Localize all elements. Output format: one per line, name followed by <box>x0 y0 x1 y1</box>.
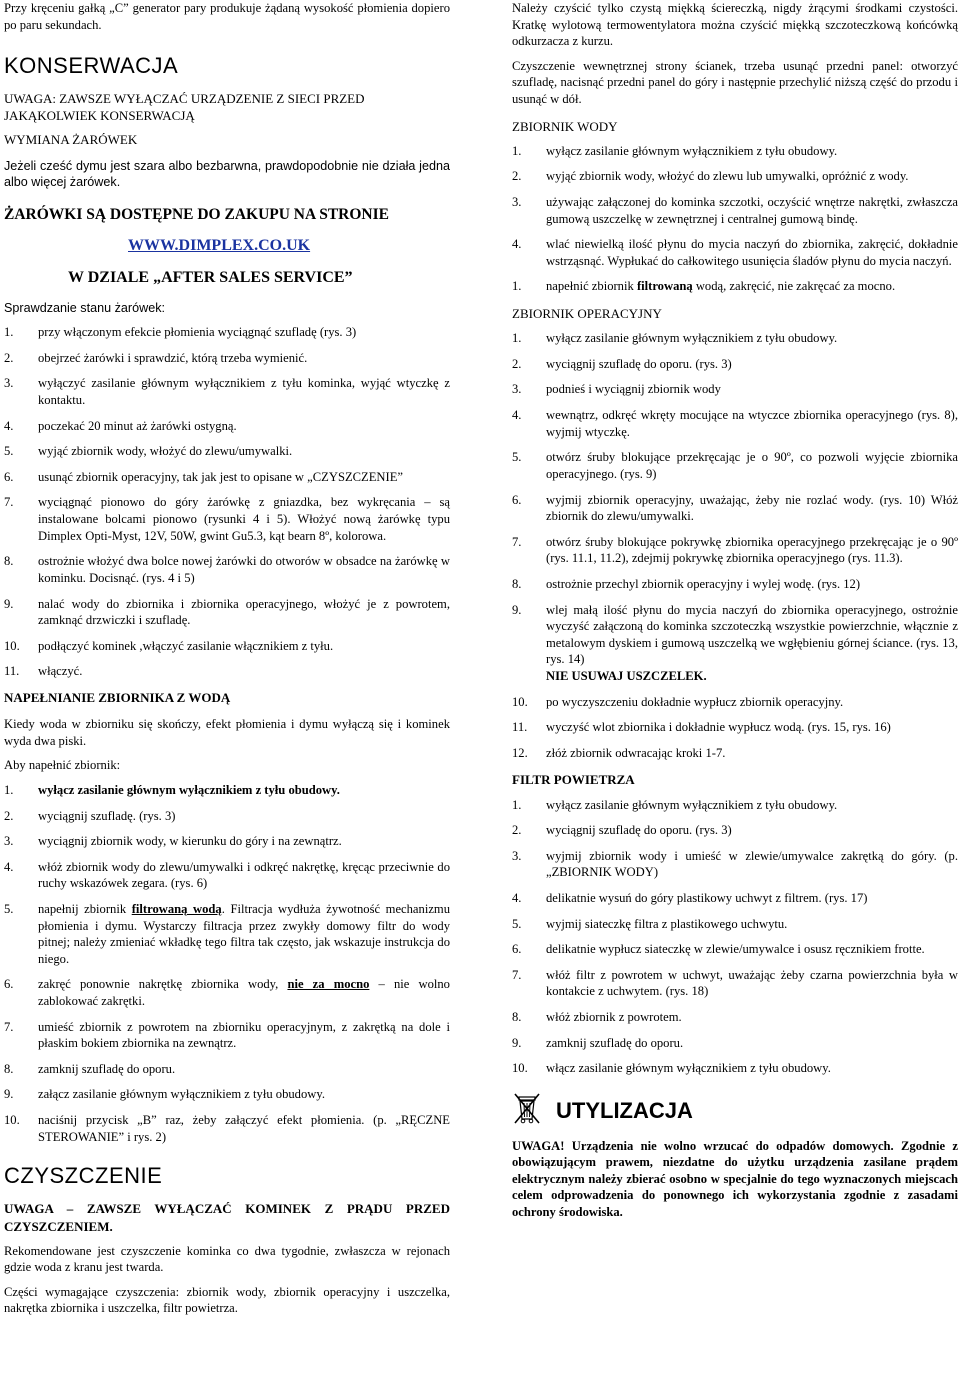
intro-paragraph: Przy kręceniu gałką „C” generator pary produkuje żądaną wysokość płomienia dopiero po paru sekundach. <box>4 1 450 32</box>
list-item-text <box>546 719 958 736</box>
list-item-number: 7. <box>512 967 522 982</box>
czyszczenie-title: CZYSZCZENIE <box>4 1163 163 1189</box>
list-item-number: 2. <box>512 169 522 184</box>
warning-text: UWAGA: ZAWSZE WYŁĄCZAĆ URZĄDZENIE Z SIECI PRZED JAKĄKOLWIEK KONSERWACJĄ <box>4 91 365 124</box>
bulb-replacement-heading: WYMIANA ŻARÓWEK <box>4 131 138 147</box>
list-item-text-part: włóż zbiornik z powrotem. <box>546 1010 682 1025</box>
list-item-text-part: wyjąć zbiornik wody, włożyć do zlewu/umywalki. <box>38 444 293 459</box>
list-item-text <box>546 1009 958 1026</box>
list-item-number: 9. <box>4 596 14 611</box>
list-item-text <box>546 236 958 269</box>
inner-wall-cleaning: Czyszczenie wewnętrznej strony ścianek, trzeba usunąć przedni panel: otworzyć szufladę, nacisnąć przedni panel do góry i następnie przechylić niższą część do przodu i usunąć w dół. <box>512 58 958 107</box>
list-item-emphasis: filtrowaną <box>636 279 693 294</box>
list-item <box>512 694 958 711</box>
list-item-text-part: podnieś i wyciągnij zbiornik wody <box>546 382 721 397</box>
operating-tank-steps <box>512 330 958 761</box>
list-item <box>512 745 958 762</box>
list-item <box>512 797 958 814</box>
list-item <box>512 941 958 958</box>
list-item-number: 10. <box>4 638 20 653</box>
list-item-text-part: po wyczyszczeniu dokładnie wypłucz zbiornik operacyjny. <box>546 694 844 709</box>
list-item-number: 5. <box>512 450 522 465</box>
list-item-text <box>38 324 450 341</box>
list-item-text <box>546 941 958 958</box>
list-item-text <box>38 494 450 544</box>
list-item <box>4 494 450 544</box>
list-item-text <box>546 449 958 482</box>
list-item <box>512 407 958 440</box>
list-item-text <box>38 782 450 799</box>
list-item-text-part: zakręć ponownie nakrętkę zbiornika wody, <box>38 977 288 992</box>
list-item-text-part: wyłączyć zasilanie głównym wyłącznikiem z tyłu kominka, wyjąć wtyczkę z kontaktu. <box>38 376 450 408</box>
list-item-text <box>38 469 450 486</box>
list-item-text-part: napełnij zbiornik <box>38 902 132 916</box>
list-item-number: 11. <box>4 664 20 679</box>
water-tank-heading: ZBIORNIK WODY <box>512 118 618 134</box>
cleaning-method: Należy czyścić tylko czystą miękką ściereczką, nigdy żrącymi środkami czystości. Kratkę wylotową termowentylatora można czyścić miękką szczoteczkową końcówką odkurzacza z kurzu. <box>512 1 958 49</box>
list-item-text-part: . Filtracja wydłuża żywotność mechanizmu płomienia i dymu. Wystarczy filtracja przez zwykły domowy filtr do wody pitnej; należy zmieniać wkładkę tego filtra tak często, jak wskazuje instrukcja do niego. <box>38 902 451 966</box>
list-item <box>512 278 958 295</box>
list-item <box>4 596 450 629</box>
list-item <box>4 808 450 825</box>
list-item-number: 6. <box>512 492 522 507</box>
list-item-text <box>38 1061 450 1078</box>
list-item-text <box>546 822 958 839</box>
list-item <box>512 1035 958 1052</box>
list-item-number: 8. <box>4 1061 14 1076</box>
list-item-number: 6. <box>4 469 14 484</box>
list-item <box>512 449 958 482</box>
list-item-text <box>546 534 958 567</box>
list-item <box>512 168 958 185</box>
list-item <box>512 719 958 736</box>
list-item-number: 3. <box>4 376 14 391</box>
list-item-number: 9. <box>4 1087 14 1102</box>
list-item-text-part: podłączyć kominek ,włączyć zasilanie włącznikiem z tyłu. <box>38 638 334 653</box>
air-filter-steps <box>512 797 958 1077</box>
list-item <box>4 443 450 460</box>
list-item-text-part: wyciągnij szufladę do oporu. (rys. 3) <box>546 823 732 838</box>
list-item-number: 8. <box>512 1010 522 1025</box>
list-item-number: 9. <box>512 602 522 617</box>
list-item-number: 8. <box>512 576 522 591</box>
list-item <box>4 1019 450 1052</box>
list-item-number: 1. <box>4 782 14 797</box>
list-item-number: 4. <box>4 859 14 874</box>
list-item-number: 10. <box>4 1113 20 1128</box>
list-item-text-part: naciśnij przycisk „B” raz, żeby załączyć efekt płomienia. (p. „RĘCZNE STEROWANIE” i rys. 2) <box>38 1113 450 1144</box>
list-item-number: 4. <box>512 237 522 252</box>
list-item-text-part: wlać niewielką ilość płynu do mycia naczyń do zbiornika, zakręcić, dokładnie wstrząsnąć. Wypłukać do całkowitego usunięcia śladów płynu do mycia naczyń. <box>546 237 958 268</box>
list-item-text-part: wyciągnij szufladę. (rys. 3) <box>38 808 176 823</box>
water-tank-steps <box>512 143 958 295</box>
list-item-text-part: delikatnie wysuń do góry plastikowy uchwyt z filtrem. (rys. 17) <box>546 891 868 906</box>
list-item-text <box>546 194 958 227</box>
list-item-text <box>38 553 450 586</box>
list-item-number: 6. <box>512 942 522 957</box>
list-item-text-part: wyciągnąć pionowo do góry żarówkę z gniazdka, bez wykręcania – są instalowane bolcami pionowo (rysunki 4 i 5). Włożyć nową żarówkę typu Dimplex Opti-Myst, 12V, 50W, gwint Gu5.3, kąt bearn 8º, kolorowa. <box>38 495 450 543</box>
fill-intro: Aby napełnić zbiornik: <box>4 758 121 773</box>
list-item-text <box>546 916 958 933</box>
list-item-text-part: przy włączonym efekcie płomienia wyciągnąć szufladę (rys. 3) <box>38 325 357 340</box>
list-item <box>4 553 450 586</box>
list-item <box>4 324 450 341</box>
list-item-text <box>546 330 958 347</box>
list-item-number: 4. <box>4 418 14 433</box>
after-sales-heading: W DZIALE „AFTER SALES SERVICE” <box>68 268 353 286</box>
list-item <box>4 1112 450 1145</box>
list-item-text-part: poczekać 20 minut aż żarówki ostygną. <box>38 418 237 433</box>
list-item-text <box>546 1035 958 1052</box>
list-item <box>512 916 958 933</box>
list-item-number: 2. <box>4 350 14 365</box>
list-item-text <box>546 407 958 440</box>
list-item <box>512 534 958 567</box>
cleaning-warning: UWAGA – ZAWSZE WYŁĄCZAĆ KOMINEK Z PRĄDU PRZED CZYSZCZENIEM. <box>4 1201 450 1234</box>
list-item-number: 1. <box>512 331 522 346</box>
list-item-number: 7. <box>4 1019 14 1034</box>
list-item <box>512 822 958 839</box>
bulb-intro: Jeżeli cześć dymu jest szara albo bezbarwna, prawdopodobnie nie działa jedna albo więcej żarówek. <box>4 158 450 190</box>
list-item-number: 3. <box>512 848 522 863</box>
list-item-text <box>546 848 958 881</box>
list-item-emphasis: NIE USUWAJ USZCZELEK. <box>546 668 707 683</box>
list-item-number: 4. <box>512 891 522 906</box>
list-item <box>512 576 958 593</box>
tank-filling-heading: NAPEŁNIANIE ZBIORNIKA Z WODĄ <box>4 689 231 705</box>
list-item-text-part: ostrożnie przechyl zbiornik operacyjny i wylej wodę. (rys. 12) <box>546 576 861 591</box>
list-item-text-part: wyjąć zbiornik wody, włożyć do zlewu lub umywalki, opróżnić z wody. <box>546 169 909 184</box>
list-item <box>512 890 958 907</box>
list-item-text-part: włóż zbiornik wody do zlewu/umywalki i odkręć nakrętkę, kręcąc przeciwnie do ruchy wskazówek zegara. (rys. 6) <box>38 859 450 891</box>
list-item-text <box>38 901 450 967</box>
list-item <box>512 1060 958 1077</box>
air-filter-heading: FILTR POWIETRZA <box>512 772 635 788</box>
list-item-text <box>546 168 958 185</box>
list-item-text-part: otwórz śruby blokujące pokrywkę zbiornika operacyjnego przekręcając je o 90º (rys. 11.1, 11.2), zdejmij pokrywkę zbiornika operacyjnego (rys. 11.3). <box>546 534 958 566</box>
list-item-text-part: zamknij szufladę do oporu. <box>546 1035 684 1050</box>
crossed-bin-icon <box>512 1091 542 1130</box>
list-item-number: 1. <box>512 143 522 158</box>
list-item-text-part: obejrzeć żarówki i sprawdzić, którą trzeba wymienić. <box>38 350 308 365</box>
list-item-text-part: wyłącz zasilanie głównym wyłącznikiem z tyłu obudowy. <box>546 331 838 346</box>
list-item <box>4 1061 450 1078</box>
list-item-text-part: nalać wody do zbiornika i zbiornika operacyjnego, włożyć je z powrotem, zamknąć drzwiczki i szufladę. <box>38 596 450 628</box>
list-item-text-part: zamknij szufladę do oporu. <box>38 1061 176 1076</box>
list-item <box>512 492 958 525</box>
left-column <box>4 0 450 1325</box>
list-item-number: 7. <box>512 534 522 549</box>
list-item-text-part: ostrożnie włożyć dwa bolce nowej żarówki do otworów w obsadce na żarówkę w kominku. Docisnąć. (rys. 4 i 5) <box>38 554 450 585</box>
bulbs-available-heading: ŻARÓWKI SĄ DOSTĘPNE DO ZAKUPU NA STRONIE <box>4 205 389 223</box>
list-item-text-part: wyczyść wlot zbiornika i dokładnie wypłucz wodą. (rys. 15, rys. 16) <box>546 720 891 735</box>
fill-steps-list <box>4 782 450 1145</box>
list-item-text-part: wyłącz zasilanie głównym wyłącznikiem z tyłu obudowy. <box>38 782 340 797</box>
list-item-number: 12. <box>512 745 528 760</box>
bulb-check-list <box>4 324 450 680</box>
list-item-number: 10. <box>512 694 528 709</box>
list-item-text-part: – nie wolno zablokować zakrętki. <box>38 977 450 1009</box>
list-item <box>4 1086 450 1103</box>
list-item-text-part: delikatnie wypłucz siateczkę w zlewie/umywalce i osusz ręcznikiem frotte. <box>546 942 925 957</box>
list-item <box>4 782 450 799</box>
list-item-text-part: otwórz śruby blokujące przekręcając je o 90º, co pozwoli wyjęcie zbiornika operacyjnego. (rys. 9) <box>546 450 958 481</box>
list-item-text-part: używając załączonej do kominka szczotki, oczyścić wnętrze nakrętki, zwłaszcza gumową uszczelkę w zewnętrznej i centralnej gumową bindę. <box>546 195 958 226</box>
list-item-text-part: usunąć zbiornik operacyjny, tak jak jest to opisane w „CZYSZCZENIE” <box>38 469 404 484</box>
list-item-number: 5. <box>512 916 522 931</box>
list-item-text-part: wyłącz zasilanie głównym wyłącznikiem z tyłu obudowy. <box>546 143 838 158</box>
disposal-notice: UWAGA! Urządzenia nie wolno wrzucać do odpadów domowych. Zgodnie z obowiązującym prawem, niezdatne do użytku urządzenia zasilane prądem elektrycznym należy zbierać osobno w specjalnie do tego wyznaczonych miejscach celem odprowadzenia do ponownego ich wykorzystania zgodnie z zasadami ochrony środowiska. <box>512 1138 958 1219</box>
utylizacja-header <box>512 1091 958 1130</box>
list-item-text <box>546 492 958 525</box>
list-item-number: 5. <box>4 444 14 459</box>
cleaning-recommendation: Rekomendowane jest czyszczenie kominka co dwa tygodnie, zwłaszcza w rejonach gdzie woda z kranu jest twarda. <box>4 1243 450 1275</box>
list-item <box>512 967 958 1000</box>
list-item-number: 4. <box>512 408 522 423</box>
list-item <box>512 330 958 347</box>
list-item-number: 5. <box>4 902 14 916</box>
bulb-check-intro: Sprawdzanie stanu żarówek: <box>4 300 166 315</box>
list-item-text <box>38 638 450 655</box>
list-item-text <box>546 694 958 711</box>
list-item-number: 1. <box>512 797 522 812</box>
list-item-text <box>38 350 450 367</box>
list-item <box>512 194 958 227</box>
list-item-text-part: włączyć. <box>38 664 83 679</box>
utylizacja-title: UTYLIZACJA <box>556 1097 693 1123</box>
list-item-text-part: wyciągnij szufladę do oporu. (rys. 3) <box>546 356 732 371</box>
list-item-text-part: włącz zasilanie głównym wyłącznikiem z tyłu obudowy. <box>546 1061 831 1076</box>
list-item-text <box>546 278 958 295</box>
list-item <box>512 381 958 398</box>
list-item-text <box>38 596 450 629</box>
list-item-text <box>38 1112 450 1145</box>
list-item-text-part: wyciągnij zbiornik wody, w kierunku do góry i na zewnątrz. <box>38 834 342 849</box>
list-item-number: 2. <box>4 808 14 823</box>
list-item <box>4 469 450 486</box>
list-item-number: 6. <box>4 977 14 992</box>
list-item <box>4 418 450 435</box>
operating-tank-heading: ZBIORNIK OPERACYJNY <box>512 306 662 322</box>
list-item-number: 2. <box>512 356 522 371</box>
list-item-text <box>38 418 450 435</box>
right-column <box>512 0 958 1229</box>
list-item-text <box>38 859 450 892</box>
list-item-number: 2. <box>512 823 522 838</box>
list-item-text <box>546 381 958 398</box>
list-item-number: 9. <box>512 1035 522 1050</box>
list-item-text-part: wyjmij zbiornik wody i umieść w zlewie/umywalce zakrętką do góry. (p. „ZBIORNIK WODY) <box>546 848 958 880</box>
list-item <box>4 901 450 967</box>
list-item <box>4 833 450 850</box>
list-item-text <box>546 1060 958 1077</box>
list-item-text <box>546 967 958 1000</box>
list-item-number: 8. <box>4 554 14 569</box>
list-item <box>512 143 958 160</box>
list-item <box>512 1009 958 1026</box>
list-item-text <box>38 375 450 408</box>
list-item <box>512 602 958 685</box>
list-item-text <box>38 443 450 460</box>
list-item <box>4 976 450 1009</box>
list-item-text-part: złóż zbiornik odwracając kroki 1-7. <box>546 745 726 760</box>
list-item-text-part: wewnątrz, odkręć wkręty mocujące na wtyczce zbiornika operacyjnego (rys. 8), wyjmij wtyczkę. <box>546 408 958 439</box>
list-item-text <box>38 1019 450 1052</box>
list-item-text-part: wlej małą ilość płynu do mycia naczyń do zbiornika operacyjnego, ostrożnie wyczyść załączoną do kominka szczoteczką wszystkie powierzchnie, włącznie z metalowym dyskiem i gumową uszczelką we wgłębieniu górnej ściance. (rys. 13, rys. 14) <box>546 602 958 667</box>
list-item-number: 7. <box>4 495 14 510</box>
cleaning-parts: Części wymagające czyszczenia: zbiornik wody, zbiornik operacyjny i uszczelka, nakrętka zbiornika i uszczelka, filtr powietrza. <box>4 1284 450 1316</box>
list-item-text <box>38 808 450 825</box>
list-item <box>512 356 958 373</box>
list-item-number: 3. <box>512 382 522 397</box>
list-item <box>512 236 958 269</box>
list-item-text <box>546 143 958 160</box>
list-item-number: 3. <box>512 195 522 210</box>
list-item <box>4 375 450 408</box>
list-item-text <box>546 797 958 814</box>
tank-empty-info: Kiedy woda w zbiorniku się skończy, efekt płomienia i dymu wyłączą się i kominek wyda dwa piski. <box>4 717 450 748</box>
list-item-number: 11. <box>512 720 528 735</box>
list-item-text <box>546 356 958 373</box>
list-item <box>512 848 958 881</box>
list-item <box>4 859 450 892</box>
list-item <box>4 350 450 367</box>
list-item-text-part: wyłącz zasilanie głównym wyłącznikiem z tyłu obudowy. <box>546 797 838 812</box>
list-item-text <box>546 576 958 593</box>
dimplex-url-link[interactable]: WWW.DIMPLEX.CO.UK <box>128 237 311 255</box>
list-item-number: 10. <box>512 1061 528 1076</box>
list-item-text-part: wyjmij zbiornik operacyjny, uważając, żeby nie rozlać wody. (rys. 10) Włóż zbiornik do zlewu/umywalki. <box>546 492 958 524</box>
list-item-text <box>38 663 450 680</box>
konserwacja-title: KONSERWACJA <box>4 53 179 79</box>
list-item-text <box>38 833 450 850</box>
list-item-text-part: napełnić zbiornik <box>546 279 637 294</box>
list-item-number: 1. <box>4 325 14 340</box>
list-item-emphasis: filtrowaną wodą <box>131 902 222 916</box>
list-item-text-part: włóż filtr z powrotem w uchwyt, uważając żeby czarna powierzchnia była w kontakcie z uchwytem. (rys. 18) <box>546 967 958 999</box>
list-item-text <box>38 976 450 1009</box>
list-item-text-part: umieść zbiornik z powrotem na zbiorniku operacyjnym, z zakrętką na dole i płaskim bokiem zbiornika na zewnątrz. <box>38 1019 450 1051</box>
list-item-emphasis: nie za mocno <box>287 977 370 992</box>
list-item-text-part: załącz zasilanie głównym wyłącznikiem z tyłu obudowy. <box>38 1087 325 1102</box>
list-item-number: 1. <box>512 279 522 294</box>
list-item-text <box>546 890 958 907</box>
list-item <box>4 663 450 680</box>
list-item-text <box>38 1086 450 1103</box>
list-item <box>4 638 450 655</box>
list-item-text-part: wyjmij siateczkę filtra z plastikowego uchwytu. <box>546 916 788 931</box>
list-item-text <box>546 602 958 685</box>
list-item-number: 3. <box>4 834 14 849</box>
list-item-text-part: wodą, zakręcić, nie zakręcać za mocno. <box>692 279 896 294</box>
list-item-text <box>546 745 958 762</box>
